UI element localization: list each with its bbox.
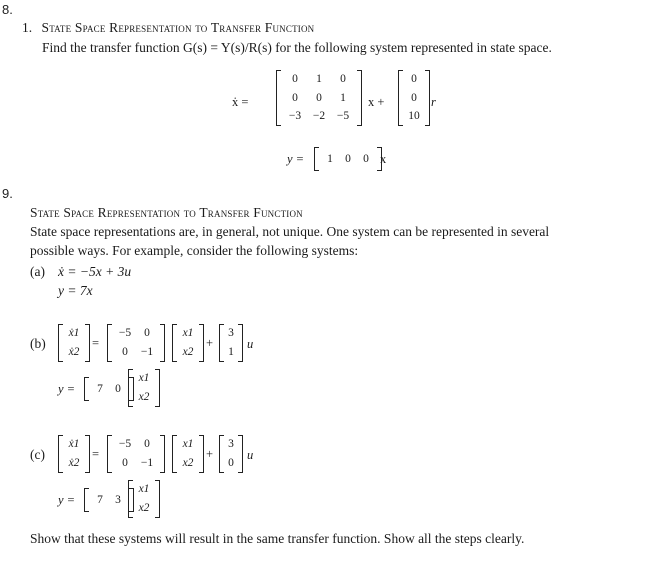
q8-matrix-b-cell: 10 bbox=[408, 110, 420, 122]
q9-a-eq1: ẋ = −5x + 3u bbox=[58, 264, 132, 279]
q8-matrix-a-cell: 1 bbox=[340, 91, 346, 104]
q9-b-xdot-cell: ẋ2 bbox=[68, 346, 80, 358]
q9-intro-line1: State space representations are, in general, not unique. One system can be represented in several bbox=[30, 224, 550, 239]
q9-b-matrix-b-cell: 3 bbox=[228, 327, 234, 339]
q8-matrix-a-cell: 0 bbox=[292, 73, 298, 85]
q9-c-plus: + bbox=[206, 447, 214, 461]
q9-c-label: (c) bbox=[30, 447, 45, 462]
q8-prompt: Find the transfer function G(s) = Y(s)/R(s) for the following system represented in state space. bbox=[42, 40, 552, 55]
q9-c-matrix-a-cell: 0 bbox=[144, 438, 150, 450]
q9-c-x-out-cell: x1 bbox=[138, 483, 150, 495]
q8-matrix-b-cell: 0 bbox=[411, 91, 417, 104]
q9-b-matrix-c bbox=[84, 377, 134, 401]
q9-b-plus: + bbox=[206, 336, 214, 350]
q8-matrix-a-cell: −3 bbox=[288, 110, 302, 122]
q9-b-xdot-vector bbox=[58, 324, 90, 362]
q8-matrix-b-cell: 0 bbox=[411, 73, 417, 85]
q9-c-y-label: y = bbox=[58, 493, 76, 507]
q9-c-x-out-cell: x2 bbox=[138, 502, 150, 514]
q8-matrix-c-cell: 1 bbox=[327, 152, 333, 165]
q8-r: r bbox=[431, 95, 436, 109]
q9-b-x-vector-output bbox=[128, 369, 160, 407]
q9-c-matrix-c-cell: 7 bbox=[97, 493, 103, 506]
q9-c-xdot-cell: ẋ2 bbox=[68, 457, 80, 469]
q9-b-xdot-cell: ẋ1 bbox=[68, 327, 80, 339]
q9-c-x-cell: x2 bbox=[182, 457, 194, 469]
q9-heading-title: State Space Representation to Transfer Function bbox=[30, 205, 303, 220]
q8-matrix-c-cell: 0 bbox=[363, 152, 369, 165]
q9-b-matrix-a-cell: −5 bbox=[118, 327, 132, 339]
q9-b-matrix-a-cell: 0 bbox=[144, 327, 150, 339]
q8-matrix-a-cell: 0 bbox=[340, 73, 346, 85]
q9-b-matrix-a-cell: −1 bbox=[140, 346, 154, 358]
q8-y-label: y = bbox=[287, 152, 305, 166]
q9-c-matrix-a-cell: 0 bbox=[122, 457, 128, 469]
q9-b-matrix-c-cell: 7 bbox=[97, 382, 103, 395]
q9-b-x-cell: x1 bbox=[182, 327, 194, 339]
q8-matrix-a-cell: 0 bbox=[316, 91, 322, 104]
q8-xdot-label: ẋ = bbox=[232, 95, 249, 109]
q9-a-eq2: y = 7x bbox=[58, 283, 93, 298]
q8-x-plus: x + bbox=[368, 95, 385, 109]
q9-c-matrix-b-cell: 0 bbox=[228, 457, 234, 469]
q9-c-equals: = bbox=[92, 447, 100, 461]
q9-closing: Show that these systems will result in the same transfer function. Show all the steps clearly. bbox=[30, 531, 525, 546]
q9-c-matrix-a bbox=[107, 435, 165, 473]
q9-b-x-out-cell: x1 bbox=[138, 372, 150, 384]
q9-b-u: u bbox=[247, 337, 254, 351]
q9-b-x-cell: x2 bbox=[182, 346, 194, 358]
q9-b-equals: = bbox=[92, 336, 100, 350]
q9-c-xdot-vector bbox=[58, 435, 90, 473]
q9-a-label: (a) bbox=[30, 264, 45, 279]
q9-c-matrix-c-cell: 3 bbox=[115, 493, 121, 506]
q8-x-vector: x bbox=[380, 152, 387, 166]
q9-c-xdot-cell: ẋ1 bbox=[68, 438, 80, 450]
q8-heading-title: State Space Representation to Transfer Function bbox=[41, 20, 315, 35]
question-8-number: 8. bbox=[2, 2, 13, 17]
q8-matrix-a-cell: 0 bbox=[292, 91, 298, 104]
q8-matrix-a bbox=[276, 70, 362, 126]
q9-c-x-cell: x1 bbox=[182, 438, 194, 450]
q9-b-x-out-cell: x2 bbox=[138, 391, 150, 403]
question-9-number: 9. bbox=[2, 186, 13, 201]
q9-b-y-label: y = bbox=[58, 382, 76, 396]
q9-b-matrix-c-cell: 0 bbox=[115, 382, 121, 395]
q9-b-matrix-a bbox=[107, 324, 165, 362]
q8-heading bbox=[22, 20, 314, 36]
q8-heading-number: 1. bbox=[22, 20, 33, 35]
q8-matrix-a-cell: −2 bbox=[312, 110, 326, 122]
q8-matrix-c-cell: 0 bbox=[345, 152, 351, 165]
q9-b-x-vector bbox=[172, 324, 204, 362]
q9-b-label: (b) bbox=[30, 336, 46, 351]
q8-matrix-b bbox=[398, 70, 430, 126]
q9-c-matrix-b-cell: 3 bbox=[228, 438, 234, 450]
q9-c-matrix-a-cell: −5 bbox=[118, 438, 132, 450]
q9-c-matrix-b bbox=[219, 435, 243, 473]
q9-b-matrix-b bbox=[219, 324, 243, 362]
q9-intro-line2: possible ways. For example, consider the following systems: bbox=[30, 243, 359, 258]
q9-b-matrix-b-cell: 1 bbox=[228, 346, 234, 358]
q9-c-u: u bbox=[247, 448, 254, 462]
q9-c-x-vector bbox=[172, 435, 204, 473]
q9-c-matrix-c bbox=[84, 488, 134, 512]
q9-c-x-vector-output bbox=[128, 480, 160, 518]
q8-matrix-c bbox=[314, 147, 382, 171]
q9-b-matrix-a-cell: 0 bbox=[122, 346, 128, 358]
q8-matrix-a-cell: −5 bbox=[336, 110, 350, 122]
q9-c-matrix-a-cell: −1 bbox=[140, 457, 154, 469]
q8-matrix-a-cell: 1 bbox=[316, 73, 322, 85]
